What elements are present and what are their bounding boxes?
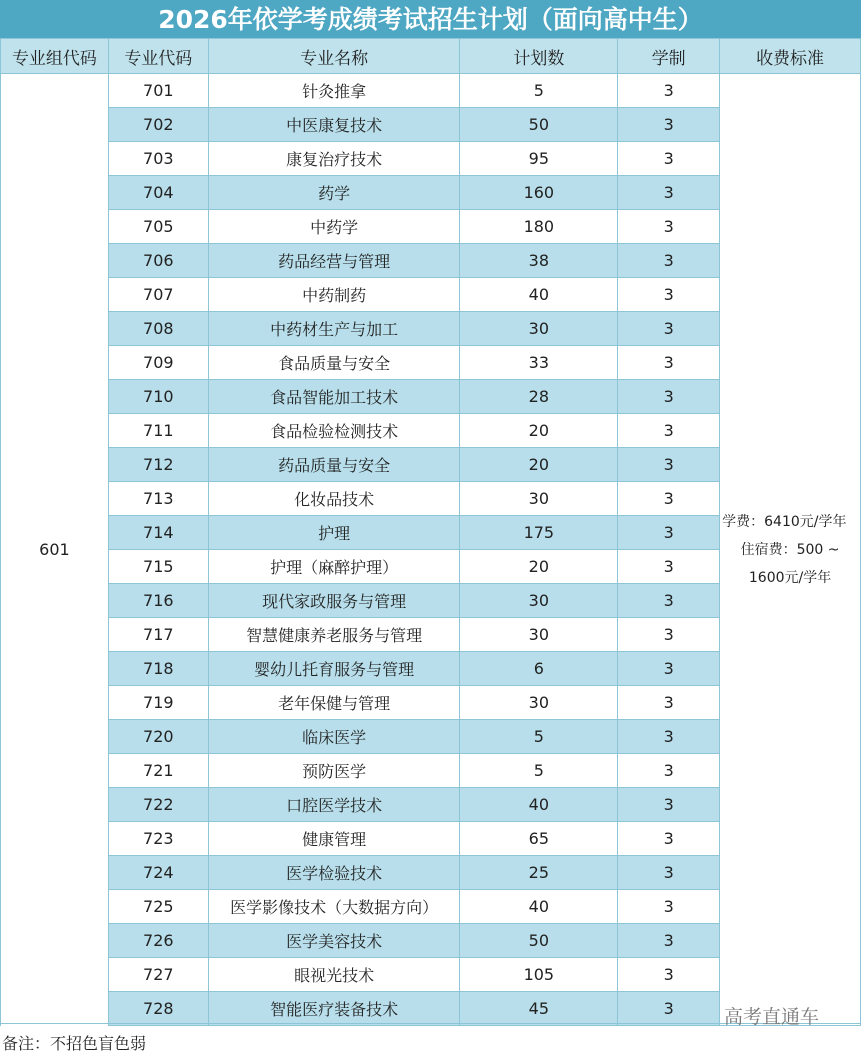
plan-count-cell: 33 (460, 346, 618, 380)
duration-cell: 3 (618, 142, 720, 176)
major-code-cell: 715 (108, 550, 208, 584)
plan-count-cell: 5 (460, 720, 618, 754)
plan-count-cell: 5 (460, 74, 618, 108)
plan-count-cell: 30 (460, 312, 618, 346)
duration-cell: 3 (618, 516, 720, 550)
major-code-cell: 717 (108, 618, 208, 652)
plan-count-cell: 30 (460, 686, 618, 720)
major-code-cell: 716 (108, 584, 208, 618)
plan-count-cell: 28 (460, 380, 618, 414)
major-code-cell: 711 (108, 414, 208, 448)
major-code-cell: 725 (108, 890, 208, 924)
major-name-cell: 药品质量与安全 (208, 448, 460, 482)
plan-count-cell: 25 (460, 856, 618, 890)
major-name-cell: 中药制药 (208, 278, 460, 312)
major-name-cell: 药学 (208, 176, 460, 210)
plan-count-cell: 20 (460, 414, 618, 448)
duration-cell: 3 (618, 550, 720, 584)
duration-cell: 3 (618, 482, 720, 516)
major-name-cell: 中药材生产与加工 (208, 312, 460, 346)
plan-count-cell: 40 (460, 788, 618, 822)
plan-count-cell: 40 (460, 890, 618, 924)
duration-cell: 3 (618, 346, 720, 380)
plan-count-cell: 30 (460, 618, 618, 652)
duration-cell: 3 (618, 176, 720, 210)
major-code-cell: 704 (108, 176, 208, 210)
major-code-cell: 714 (108, 516, 208, 550)
plan-count-cell: 20 (460, 448, 618, 482)
duration-cell: 3 (618, 788, 720, 822)
major-name-cell: 针灸推拿 (208, 74, 460, 108)
major-code-cell: 712 (108, 448, 208, 482)
major-name-cell: 老年保健与管理 (208, 686, 460, 720)
duration-cell: 3 (618, 312, 720, 346)
major-name-cell: 预防医学 (208, 754, 460, 788)
major-code-cell: 724 (108, 856, 208, 890)
major-name-cell: 智慧健康养老服务与管理 (208, 618, 460, 652)
header-major-name: 专业名称 (208, 39, 460, 74)
major-code-cell: 718 (108, 652, 208, 686)
duration-cell: 3 (618, 618, 720, 652)
major-name-cell: 健康管理 (208, 822, 460, 856)
major-name-cell: 中药学 (208, 210, 460, 244)
plan-count-cell: 180 (460, 210, 618, 244)
plan-count-cell: 6 (460, 652, 618, 686)
watermark: 高考直通车 (724, 1006, 820, 1028)
major-code-cell: 708 (108, 312, 208, 346)
major-code-cell: 719 (108, 686, 208, 720)
plan-count-cell: 5 (460, 754, 618, 788)
duration-cell: 3 (618, 924, 720, 958)
duration-cell: 3 (618, 686, 720, 720)
major-name-cell: 药品经营与管理 (208, 244, 460, 278)
duration-cell: 3 (618, 380, 720, 414)
major-name-cell: 智能医疗装备技术 (208, 992, 460, 1026)
plan-count-cell: 175 (460, 516, 618, 550)
plan-count-cell: 65 (460, 822, 618, 856)
major-code-cell: 702 (108, 108, 208, 142)
duration-cell: 3 (618, 244, 720, 278)
plan-count-cell: 30 (460, 482, 618, 516)
major-name-cell: 医学影像技术（大数据方向） (208, 890, 460, 924)
page-title: 2026年依学考成绩考试招生计划（面向高中生） (0, 0, 861, 38)
major-code-cell: 707 (108, 278, 208, 312)
duration-cell: 3 (618, 414, 720, 448)
major-code-cell: 706 (108, 244, 208, 278)
plan-count-cell: 50 (460, 108, 618, 142)
header-fee: 收费标准 (720, 39, 861, 74)
duration-cell: 3 (618, 958, 720, 992)
major-code-cell: 727 (108, 958, 208, 992)
header-group-code: 专业组代码 (1, 39, 109, 74)
table-header-row (1, 39, 861, 74)
duration-cell: 3 (618, 448, 720, 482)
plan-count-cell: 45 (460, 992, 618, 1026)
dorm-fee-text: 住宿费：500 ~ 1600元/学年 (740, 541, 840, 586)
duration-cell: 3 (618, 74, 720, 108)
major-name-cell: 康复治疗技术 (208, 142, 460, 176)
duration-cell: 3 (618, 584, 720, 618)
major-name-cell: 食品智能加工技术 (208, 380, 460, 414)
duration-cell: 3 (618, 278, 720, 312)
major-name-cell: 婴幼儿托育服务与管理 (208, 652, 460, 686)
tuition-fee-text: 学费：6410元/学年 (722, 513, 847, 530)
duration-cell: 3 (618, 992, 720, 1026)
major-name-cell: 食品检验检测技术 (208, 414, 460, 448)
major-code-cell: 722 (108, 788, 208, 822)
duration-cell: 3 (618, 890, 720, 924)
fee-standard-cell (720, 74, 861, 1026)
plan-count-cell: 40 (460, 278, 618, 312)
header-plan-count: 计划数 (460, 39, 618, 74)
major-code-cell: 721 (108, 754, 208, 788)
major-name-cell: 医学检验技术 (208, 856, 460, 890)
plan-count-cell: 160 (460, 176, 618, 210)
major-code-cell: 701 (108, 74, 208, 108)
plan-count-cell: 105 (460, 958, 618, 992)
duration-cell: 3 (618, 720, 720, 754)
major-name-cell: 现代家政服务与管理 (208, 584, 460, 618)
duration-cell: 3 (618, 210, 720, 244)
major-name-cell: 医学美容技术 (208, 924, 460, 958)
major-code-cell: 720 (108, 720, 208, 754)
plan-count-cell: 38 (460, 244, 618, 278)
major-name-cell: 化妆品技术 (208, 482, 460, 516)
plan-count-cell: 95 (460, 142, 618, 176)
major-code-cell: 705 (108, 210, 208, 244)
major-name-cell: 护理 (208, 516, 460, 550)
plan-count-cell: 30 (460, 584, 618, 618)
major-name-cell: 食品质量与安全 (208, 346, 460, 380)
table-row (1, 74, 861, 108)
major-code-cell: 703 (108, 142, 208, 176)
duration-cell: 3 (618, 822, 720, 856)
major-name-cell: 口腔医学技术 (208, 788, 460, 822)
major-code-cell: 713 (108, 482, 208, 516)
duration-cell: 3 (618, 652, 720, 686)
header-duration: 学制 (618, 39, 720, 74)
plan-count-cell: 20 (460, 550, 618, 584)
major-code-cell: 726 (108, 924, 208, 958)
footnote: 备注：不招色盲色弱 (2, 1034, 147, 1053)
major-name-cell: 护理（麻醉护理） (208, 550, 460, 584)
enrollment-plan-table (0, 38, 861, 1026)
major-name-cell: 眼视光技术 (208, 958, 460, 992)
major-code-cell: 710 (108, 380, 208, 414)
duration-cell: 3 (618, 856, 720, 890)
group-code-cell: 601 (1, 74, 109, 1026)
major-name-cell: 中医康复技术 (208, 108, 460, 142)
header-major-code: 专业代码 (108, 39, 208, 74)
duration-cell: 3 (618, 754, 720, 788)
major-name-cell: 临床医学 (208, 720, 460, 754)
major-code-cell: 709 (108, 346, 208, 380)
major-code-cell: 723 (108, 822, 208, 856)
duration-cell: 3 (618, 108, 720, 142)
plan-count-cell: 50 (460, 924, 618, 958)
major-code-cell: 728 (108, 992, 208, 1026)
